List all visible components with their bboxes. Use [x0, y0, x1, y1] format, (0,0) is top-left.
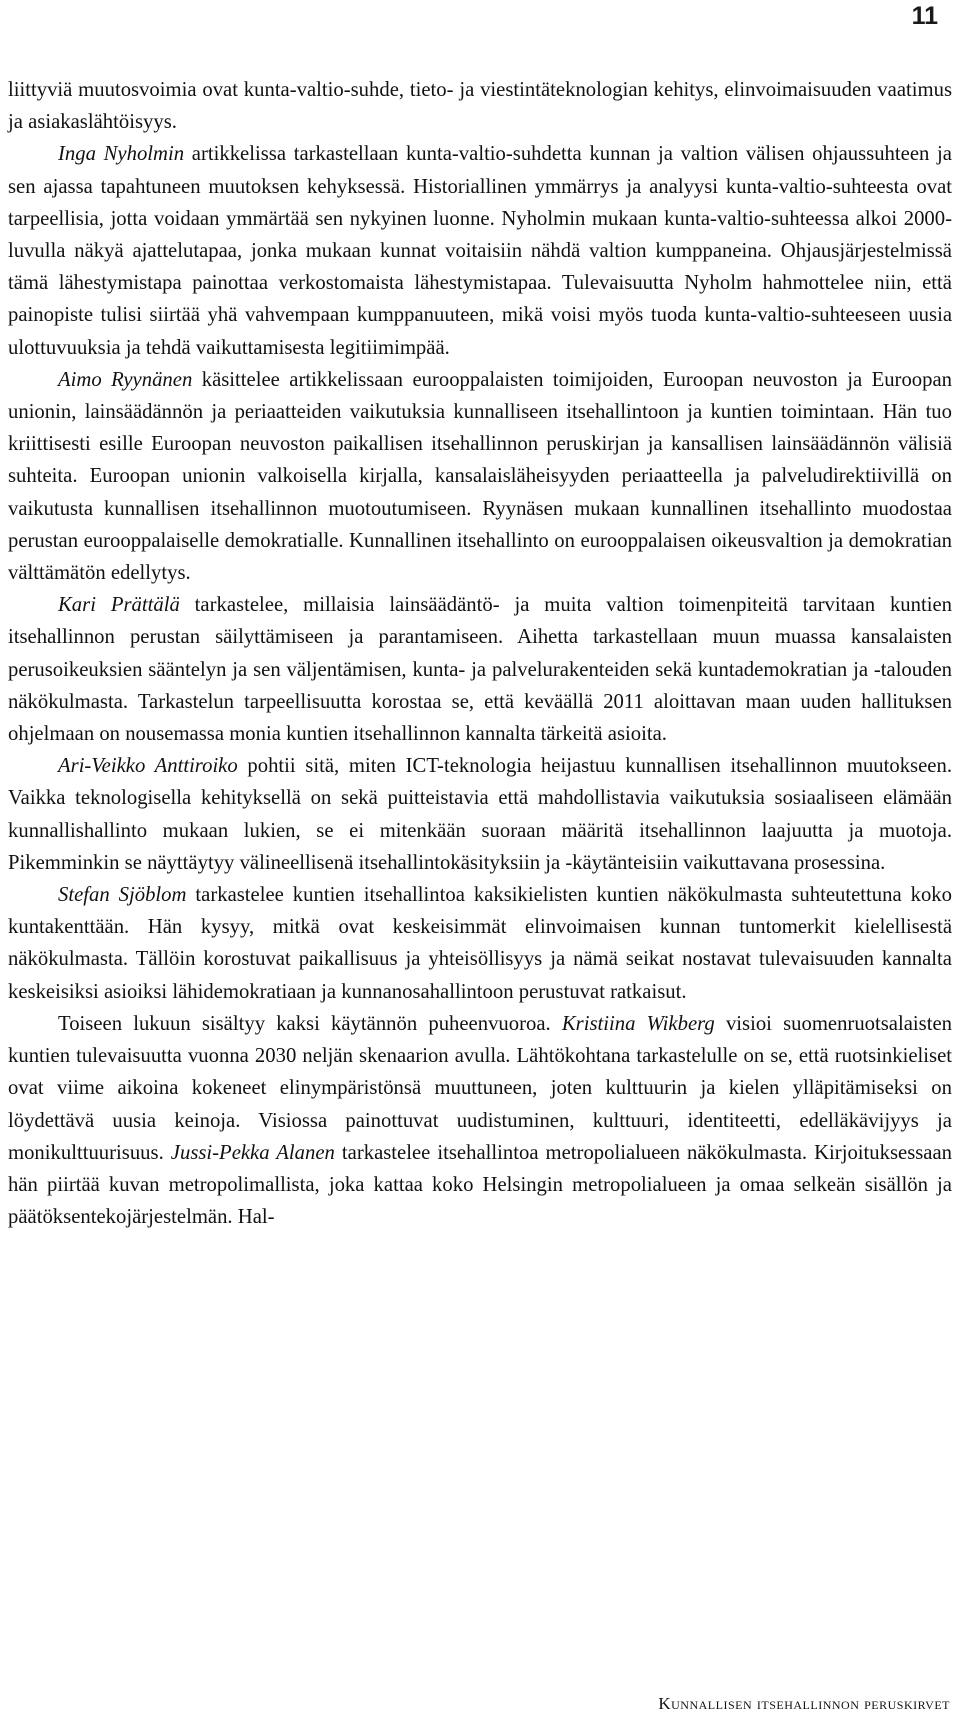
author-name: Kristiina Wikberg: [561, 1012, 715, 1035]
paragraph-text: Toiseen lukuun sisältyy kaksi käytännön puheenvuoroa.: [58, 1012, 562, 1035]
author-name: Inga Nyholmin: [58, 143, 185, 166]
body-text: [8, 74, 952, 1233]
paragraph-second-chapter: [8, 1008, 952, 1233]
paragraph-text: liittyviä muutosvoimia ovat kunta-valtio-suhde, tieto- ja viestintäteknologian kehitys, elinvoimaisuuden vaatimus ja asiakaslähtöisyys.: [8, 79, 952, 134]
paragraph-intro: [8, 74, 952, 138]
running-footer: Kunnallisen itsehallinnon peruskirvet: [658, 1694, 950, 1713]
author-name: Kari Prättälä: [58, 594, 180, 617]
paragraph-text: pohtii sitä, miten ICT-teknologia heijastuu kunnallisen itsehallinnon muutokseen. Vaikka teknologisella kehityksellä on sekä puitteistavia että mahdollistavia vaikutuksia sosiaaliseen elämään kunnallishallinto mukaan lukien, se ei mitenkään suoraan määritä itsehallinnon laajuutta ja muotoja. Pikemminkin se näyttäytyy välineellisenä itsehallintokäsityksiin ja -käytänteisiin vaikuttavana prosessina.: [8, 755, 952, 874]
author-name: Aimo Ryynänen: [58, 368, 193, 391]
author-name: Jussi-Pekka Alanen: [170, 1141, 335, 1164]
paragraph-text: artikkelissa tarkastellaan kunta-valtio-suhdetta kunnan ja valtion välisen ohjaussuhteen ja sen ajassa tapahtuneen muutoksen kehyksessä. Historiallinen ymmärrys ja analyysi kunta-valtio-suhteesta ovat tarpeellisia, jotta voidaan ymmärtää sen nykyinen luonne. Nyholmin mukaan kunta-valtio-suhteessa alkoi 2000-luvulla näkyä ajattelutapaa, jonka mukaan kunnat voitaisiin nähdä valtion kumppaneina. Ohjausjärjestelmissä tämä lähestymistapa painottaa verkostomaista lähestymistapaa. Tulevaisuutta Nyholm hahmottelee niin, että painopiste tulisi siirtää yhä vahvempaan kumppanuuteen, mikä voisi myös tuoda kunta-valtio-suhteeseen uusia ulottuvuuksia ja tehdä vaikuttamisesta legitiimimpää.: [8, 143, 952, 359]
author-name: Ari-Veikko Anttiroiko: [58, 755, 238, 778]
paragraph-nyholm: [8, 138, 952, 363]
paragraph-prattala: [8, 589, 952, 750]
paragraph-sjoblom: [8, 879, 952, 1008]
paragraph-text: tarkastelee kuntien itsehallintoa kaksikielisten kuntien näkökulmasta suhteutettuna koko kuntakenttään. Hän kysyy, mitkä ovat keskeisimmät elinvoimaisen kunnan tuntomerkit kielellisestä näkökulmasta. Tällöin korostuvat paikallisuus ja yhteisöllisyys ja nämä seikat nostavat tulevaisuuden kannalta keskeisiksi asioiksi lähidemokratiaan ja kunnanosahallintoon perustuvat ratkaisut.: [8, 884, 952, 1003]
paragraph-text: tarkastelee itsehallintoa metropolialueen näkökulmasta. Kirjoituksessaan hän piirtää kuvan metropolimallista, joka kattaa koko Helsingin metropolialueen ja omaa selkeän sisällön ja päätöksentekojärjestelmän. Hal-: [8, 1141, 953, 1229]
paragraph-anttiroiko: [8, 750, 952, 879]
paragraph-text: tarkastelee, millaisia lainsäädäntö- ja muita valtion toimenpiteitä tarvitaan kuntien itsehallinnon perustan säilyttämiseen ja parantamiseen. Aihetta tarkastellaan muun muassa kansalaisten perusoikeuksien sääntelyn ja sen väljentämisen, kunta- ja palvelurakenteiden sekä kuntademokratian ja -talouden näkökulmasta. Tarkastelun tarpeellisuutta korostaa se, että keväällä 2011 aloittavan maan uuden hallituksen ohjelmaan on nousemassa monia kuntien itsehallinnon kannalta tärkeitä asioita.: [8, 594, 952, 746]
paragraph-text: visioi suomenruotsalaisten kuntien tulevaisuutta vuonna 2030 neljän skenaarion avulla. Lähtökohtana tarkastelulle on se, että ruotsinkieliset ovat viime aikoina kokeneet elinympäristönsä muuttuneen, joten kulttuurin ja kielen ylläpitämiseksi on löydettävä uusia keinoja. Visiossa painottuvat uudistuminen, kulttuuri, identiteetti, edelläkävijyys ja monikulttuurisuus.: [8, 1012, 952, 1164]
paragraph-text: käsittelee artikkelissaan eurooppalaisten toimijoiden, Euroopan neuvoston ja Euroopan unionin, lainsäädännön ja periaatteiden vaikutuksia kunnalliseen itsehallintoon ja kuntien toimintaan. Hän tuo kriittisesti esille Euroopan neuvoston paikallisen itsehallinnon peruskirjan ja kansallisen lainsäädännön välisiä suhteita. Euroopan unionin valkoisella kirjalla, kansalaisläheisyyden periaatteella ja palveludirektiivillä on vaikutusta kunnallisen itsehallinnon muotoutumiseen. Ryynäsen mukaan kunnallinen itsehallinto muodostaa perustan eurooppalaiselle demokratialle. Kunnallinen itsehallinto on eurooppalaisen oikeusvaltion ja demokratian välttämätön edellytys.: [8, 368, 952, 585]
page-number: 11: [911, 2, 938, 30]
paragraph-ryynanen: [8, 364, 952, 589]
author-name: Stefan Sjöblom: [58, 884, 187, 907]
